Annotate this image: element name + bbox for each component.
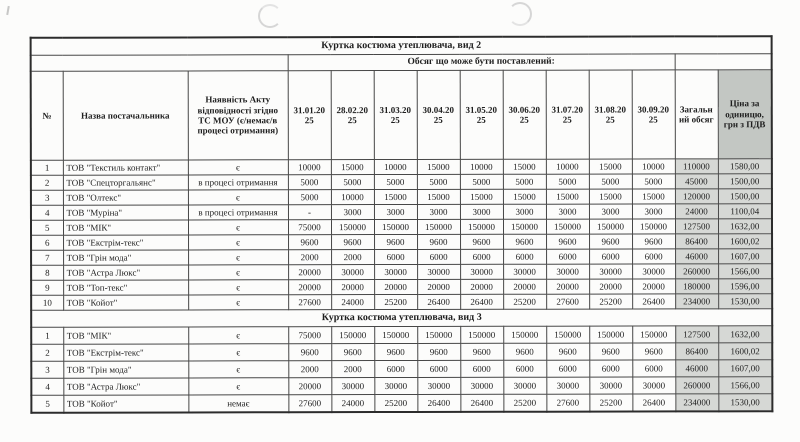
punch-hole-left [258,4,282,28]
section-title-row [31,309,772,328]
table-row [31,294,772,311]
col-header-date: 31.03.20 25 [374,70,417,159]
act-status: є [188,220,288,235]
total-volume: 24000 [675,204,718,219]
table-row [31,264,772,281]
act-status: є [188,344,288,361]
col-header-date: 31.08.20 25 [589,70,632,159]
supplier-name: ТОВ "Текстиль контакт" [63,160,188,175]
volume-value: 3000 [503,204,546,219]
volume-value: 6000 [589,249,632,264]
act-status: є [188,361,288,378]
unit-price: 1566,00 [718,264,772,279]
volume-value: 150000 [632,219,675,234]
act-status: є [188,280,288,295]
unit-price: 1600,02 [718,343,772,360]
volume-value: 15000 [632,189,675,204]
volume-value: 30000 [589,264,632,279]
row-number: 1 [31,327,63,344]
volume-value: 27600 [288,395,331,412]
volume-value: 24000 [331,395,374,412]
col-header-date: 31.07.20 25 [546,70,589,159]
volume-value: 10000 [374,159,417,174]
volume-value: 9600 [546,234,589,249]
volume-value: 15000 [503,159,546,174]
volume-value: 25200 [503,394,546,411]
volume-value: 5000 [288,175,331,190]
volume-value: 6000 [589,360,632,377]
volume-value: 27600 [546,294,589,309]
table-row [31,219,772,236]
table-row [31,204,772,221]
row-number: 1 [31,160,63,175]
volume-value: 30000 [374,377,417,394]
volume-value: 150000 [503,326,546,343]
volume-value: 9600 [331,344,374,361]
table-row [31,343,772,362]
row-number: 3 [31,190,63,205]
act-status: є [188,295,288,310]
volume-value: 5000 [374,174,417,189]
volume-value: 9600 [374,343,417,360]
act-status: в процесі отримання [188,175,288,190]
volume-value: 15000 [417,189,460,204]
volume-value: 20000 [503,279,546,294]
total-volume: 180000 [675,279,718,294]
volume-value: 9600 [288,344,331,361]
empty-cell [675,54,772,70]
unit-price: 1632,00 [718,219,772,234]
act-status: є [188,235,288,250]
row-number: 4 [31,205,63,220]
volume-value: 2000 [331,250,374,265]
volume-value: 30000 [632,377,675,394]
volume-value: 9600 [589,234,632,249]
unit-price: 1580,00 [718,159,772,174]
total-volume: 127500 [675,219,718,234]
row-number: 7 [31,250,63,265]
volume-value: 20000 [331,280,374,295]
volume-value: 5000 [632,174,675,189]
total-volume: 45000 [675,174,718,189]
volume-value: 5000 [503,174,546,189]
volume-value: 9600 [460,343,503,360]
volume-value: 10000 [632,159,675,174]
volume-value: 150000 [417,326,460,343]
unit-price: 1100,04 [718,204,772,219]
volume-value: 10000 [546,159,589,174]
row-number: 8 [31,265,63,280]
volume-value: 5000 [417,174,460,189]
section-1-title-row [31,36,772,55]
table-row [31,174,772,191]
volume-value: 20000 [288,378,331,395]
volume-value: 150000 [503,219,546,234]
table-row [31,279,772,296]
volume-value: 24000 [331,295,374,310]
col-header-act: Наявність Акту відповідності згідно ТС МОУ (є/немає/в процесі отримання) [188,71,288,160]
act-status: є [188,160,288,175]
volume-value: 30000 [331,265,374,280]
col-header-date: 31.01.20 25 [288,71,331,160]
volume-value: 20000 [417,279,460,294]
volume-value: 9600 [374,234,417,249]
volume-value: 15000 [546,189,589,204]
table-row [31,377,772,396]
volume-value: 5000 [460,174,503,189]
col-header-total: Загальний обсяг [675,70,718,159]
volume-value: 150000 [589,219,632,234]
volume-value: 20000 [288,265,331,280]
col-header-num: № [31,71,63,160]
volume-value: 6000 [460,360,503,377]
volume-value: 25200 [589,394,632,411]
volume-value: 10000 [288,160,331,175]
volume-caption-row [31,54,772,72]
volume-value: 30000 [632,264,675,279]
volume-value: 30000 [546,377,589,394]
total-volume: 86400 [675,343,718,360]
total-volume: 120000 [675,189,718,204]
supplier-name: ТОВ "Грін мода" [63,250,188,265]
volume-value: 2000 [331,361,374,378]
supplier-name: ТОВ "Спецторгальянс" [63,175,188,190]
supplier-name: ТОВ "Астра Люкс" [63,378,188,395]
volume-value: 9600 [632,343,675,360]
unit-price: 1596,00 [718,279,772,294]
volume-value: 26400 [632,294,675,309]
volume-value: 3000 [374,204,417,219]
volume-value: 25200 [374,394,417,411]
volume-value: 26400 [417,294,460,309]
col-header-date: 30.04.20 25 [417,70,460,159]
col-header-price: Ціна за одиницю, грн з ПДВ [718,70,772,159]
volume-value: 15000 [374,189,417,204]
volume-value: 2000 [288,250,331,265]
volume-value: 20000 [374,279,417,294]
row-number: 6 [31,235,63,250]
total-volume: 46000 [675,249,718,264]
volume-value: 3000 [331,205,374,220]
volume-value: 9600 [632,234,675,249]
row-number: 10 [31,295,63,310]
volume-value: 30000 [546,264,589,279]
volume-value: 26400 [632,394,675,411]
supplier-name: ТОВ "МІК" [63,220,188,235]
table-row [31,326,772,345]
supplier-name: ТОВ "Олтекс" [63,190,188,205]
volume-value: 26400 [460,294,503,309]
volume-value: 6000 [632,360,675,377]
unit-price: 1607,00 [718,360,772,377]
volume-value: 3000 [589,204,632,219]
supplier-name: ТОВ "Грін мода" [63,361,188,378]
table-row [31,249,772,266]
volume-value: 20000 [632,279,675,294]
volume-value: 6000 [503,360,546,377]
volume-value: 15000 [503,189,546,204]
unit-price: 1607,00 [718,249,772,264]
volume-value: 3000 [632,204,675,219]
total-volume: 260000 [675,377,718,394]
unit-price: 1500,00 [718,174,772,189]
section-title: Куртка костюма утеплювача, вид 2 [31,36,772,55]
supplier-name: ТОВ "Екстрім-текс" [63,344,188,361]
volume-value: 30000 [503,264,546,279]
act-status: є [188,378,288,395]
unit-price: 1500,00 [718,189,772,204]
volume-value: 20000 [589,279,632,294]
row-number: 4 [31,378,63,395]
total-volume: 86400 [675,234,718,249]
volume-value: 5000 [546,174,589,189]
act-status: в процесі отримання [188,205,288,220]
volume-value: 25200 [503,294,546,309]
act-status: є [188,250,288,265]
col-header-date: 28.02.20 25 [331,71,374,160]
col-header-date: 30.06.20 25 [503,70,546,159]
volume-value: 150000 [417,219,460,234]
volume-value: 30000 [589,377,632,394]
volume-value: 9600 [460,234,503,249]
volume-value: 25200 [374,294,417,309]
volume-value: 30000 [417,377,460,394]
volume-value: 26400 [460,394,503,411]
volume-value: 30000 [460,264,503,279]
volume-value: 20000 [288,280,331,295]
section-title: Куртка костюма утеплювача, вид 3 [31,309,772,328]
act-status: є [188,327,288,344]
volume-value: 20000 [460,279,503,294]
volume-value: 15000 [589,189,632,204]
volume-value: 150000 [546,326,589,343]
total-volume: 234000 [675,294,718,309]
unit-price: 1530,00 [718,294,772,309]
col-header-supplier: Назва постачальника [63,71,188,160]
volume-value: 150000 [546,219,589,234]
volume-value: 27600 [546,394,589,411]
volume-value: 150000 [374,219,417,234]
supplier-name: ТОВ "Екстрім-текс" [63,235,188,250]
volume-value: 2000 [288,361,331,378]
volume-value: 75000 [288,327,331,344]
volume-value: 150000 [632,326,675,343]
row-number: 3 [31,361,63,378]
volume-value: 15000 [331,160,374,175]
volume-value: 9600 [589,343,632,360]
col-header-date: 31.05.20 25 [460,70,503,159]
volume-value: 150000 [589,326,632,343]
volume-value: 10000 [460,159,503,174]
row-number: 9 [31,280,63,295]
volume-value: 9600 [288,235,331,250]
volume-value: 15000 [417,159,460,174]
volume-value: 5000 [589,174,632,189]
punch-hole-right [508,2,532,26]
volume-value: 27600 [288,295,331,310]
volume-value: 6000 [546,360,589,377]
row-number: 5 [31,395,63,412]
supply-table [30,35,774,413]
volume-value: 10000 [331,190,374,205]
total-volume: 110000 [675,159,718,174]
volume-value: 15000 [460,189,503,204]
volume-value: 9600 [503,343,546,360]
volume-value: 6000 [417,249,460,264]
scan-speck [6,6,10,15]
table-row [31,360,772,379]
volume-value: 150000 [374,326,417,343]
table-row [31,394,772,413]
volume-value: 9600 [503,234,546,249]
volume-value: 3000 [460,204,503,219]
unit-price: 1600,02 [718,234,772,249]
volume-value: 5000 [288,190,331,205]
volume-value: 6000 [632,249,675,264]
unit-price: 1632,00 [718,326,772,343]
row-number: 5 [31,220,63,235]
act-status: є [188,190,288,205]
volume-value: 9600 [546,343,589,360]
supplier-name: ТОВ "Топ-текс" [63,280,188,295]
act-status: немає [188,395,288,412]
volume-value: 6000 [374,360,417,377]
supplier-name: ТОВ "Астра Люкс" [63,265,188,280]
volume-value: 30000 [460,377,503,394]
col-header-date: 30.09.20 25 [632,70,675,159]
volume-value: 3000 [546,204,589,219]
table-row [31,189,772,206]
column-header-row [31,70,772,161]
table-row [31,159,772,176]
volume-caption: Обсяг що може бути поставлений: [288,54,675,71]
supplier-name: ТОВ "Койот" [63,395,188,412]
volume-value: 5000 [331,175,374,190]
volume-value: 30000 [331,378,374,395]
table-row [31,234,772,251]
empty-cell [31,55,288,72]
volume-value: 30000 [417,264,460,279]
supplier-name: ТОВ "МІК" [63,327,188,344]
volume-value: 30000 [374,264,417,279]
volume-value: 20000 [546,279,589,294]
volume-value: 9600 [417,234,460,249]
row-number: 2 [31,175,63,190]
total-volume: 127500 [675,326,718,343]
volume-value: 6000 [503,249,546,264]
volume-value: 26400 [417,394,460,411]
total-volume: 260000 [675,264,718,279]
volume-value: 150000 [331,220,374,235]
volume-value: 150000 [460,326,503,343]
volume-value: 6000 [374,249,417,264]
volume-value: 6000 [546,249,589,264]
total-volume: 234000 [675,394,718,411]
volume-value: 6000 [460,249,503,264]
supplier-name: ТОВ "Муріна" [63,205,188,220]
volume-value: 30000 [503,377,546,394]
volume-value: 150000 [460,219,503,234]
volume-value: 9600 [331,235,374,250]
volume-value: 75000 [288,220,331,235]
act-status: є [188,265,288,280]
volume-value: 9600 [417,343,460,360]
row-number: 2 [31,344,63,361]
unit-price: 1566,00 [718,377,772,394]
supplier-name: ТОВ "Койот" [63,295,188,310]
volume-value: 3000 [417,204,460,219]
volume-value: 6000 [417,360,460,377]
volume-value: 15000 [589,159,632,174]
volume-value: - [288,205,331,220]
volume-value: 25200 [589,294,632,309]
volume-value: 150000 [331,327,374,344]
total-volume: 46000 [675,360,718,377]
unit-price: 1530,00 [718,394,772,411]
